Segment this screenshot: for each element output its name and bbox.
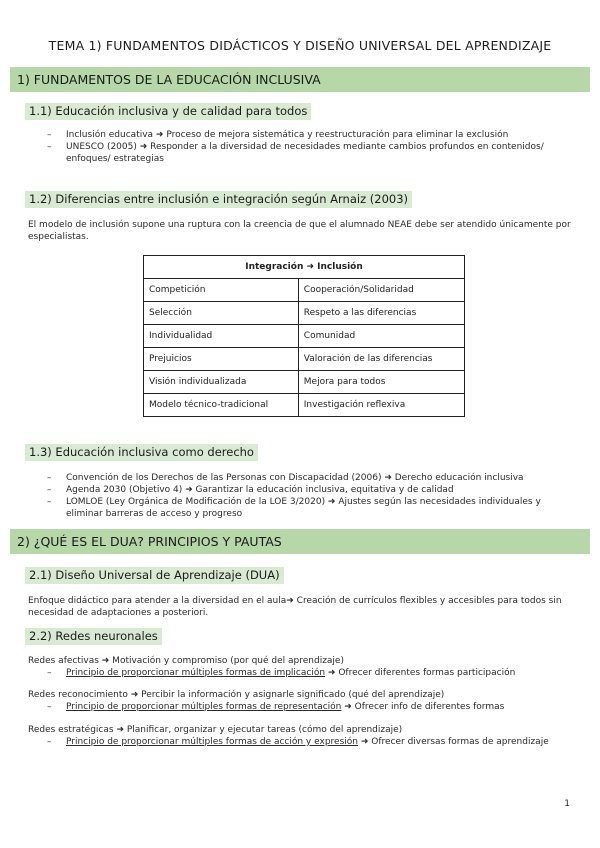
document-title: TEMA 1) FUNDAMENTOS DIDÁCTICOS Y DISEÑO UNIVERSAL DEL APRENDIZAJE: [48, 38, 552, 53]
network-line: Redes estratégicas ➜ Planificar, organizar y ejecutar tareas (cómo del aprendizaje): [28, 725, 403, 735]
list-item: – Principio de proporcionar múltiples formas de implicación ➜ Ofrecer diferentes formas participación: [47, 668, 516, 678]
paragraph-inclusion: El modelo de inclusión supone una ruptura con la creencia de que el alumnado NEAE debe ser atendido únicamente por especialistas.: [28, 220, 571, 242]
table-header: Integración ➜ Inclusión: [144, 256, 465, 279]
page-number: 1: [564, 799, 570, 809]
table-row: Modelo técnico-tradicional Investigación reflexiva: [144, 394, 465, 417]
list-item: – LOMLOE (Ley Orgánica de Modificación de la LOE 3/2020) ➜ Ajustes según las necesidades individuales y eliminar barreras de acceso y progreso: [47, 497, 541, 519]
list-item: – Convención de los Derechos de las Personas con Discapacidad (2006) ➜ Derecho educación inclusiva: [47, 473, 524, 483]
section-heading-2: 2) ¿QUÉ ES EL DUA? PRINCIPIOS Y PAUTAS: [10, 529, 590, 554]
comparison-table: [143, 255, 465, 417]
list-item: – UNESCO (2005) ➜ Responder a la diversidad de necesidades mediante cambios profundos en contenidos/ enfoques/ estrategias: [47, 142, 544, 164]
section-heading-1: 1) FUNDAMENTOS DE LA EDUCACIÓN INCLUSIVA: [10, 67, 590, 92]
subheading-1-3: 1.3) Educación inclusiva como derecho: [25, 444, 258, 461]
table-row: Individualidad Comunidad: [144, 325, 465, 348]
bullet-list-1-1: [30, 129, 550, 165]
subheading-2-1: 2.1) Diseño Universal de Aprendizaje (DUA): [25, 567, 284, 584]
table-row: Competición Cooperación/Solidaridad: [144, 279, 465, 302]
list-item: – Principio de proporcionar múltiples formas de representación ➜ Ofrecer info de diferentes formas: [47, 702, 505, 712]
bullet-list-1-3: [30, 472, 560, 520]
table-row: Prejuicios Valoración de las diferencias: [144, 348, 465, 371]
subheading-2-2: 2.2) Redes neuronales: [25, 628, 162, 645]
paragraph-dua: Enfoque didáctico para atender a la diversidad en el aula➜ Creación de currículos flexibles y accesibles para todos sin necesidad de adaptaciones a posteriori.: [28, 596, 562, 618]
network-line: Redes afectivas ➜ Motivación y compromiso (por qué del aprendizaje): [28, 656, 344, 666]
table-row: Selección Respeto a las diferencias: [144, 302, 465, 325]
principle-link: Principio de proporcionar múltiples formas de representación: [66, 702, 342, 712]
subheading-1-1: 1.1) Educación inclusiva y de calidad para todos: [25, 103, 311, 120]
principle-link: Principio de proporcionar múltiples formas de implicación: [66, 668, 326, 678]
table-row: Visión individualizada Mejora para todos: [144, 371, 465, 394]
list-item: – Agenda 2030 (Objetivo 4) ➜ Garantizar la educación inclusiva, equitativa y de calidad: [47, 485, 454, 495]
subheading-1-2: 1.2) Diferencias entre inclusión e integración según Arnaiz (2003): [25, 191, 412, 208]
list-item: – Inclusión educativa ➜ Proceso de mejora sistemática y reestructuración para eliminar la exclusión: [47, 130, 509, 140]
principle-link: Principio de proporcionar múltiples formas de acción y expresión: [66, 737, 358, 747]
list-item: – Principio de proporcionar múltiples formas de acción y expresión ➜ Ofrecer diversas formas de aprendizaje: [47, 737, 549, 747]
network-line: Redes reconocimiento ➜ Percibir la información y asignarle significado (qué del aprendizaje): [28, 690, 445, 700]
